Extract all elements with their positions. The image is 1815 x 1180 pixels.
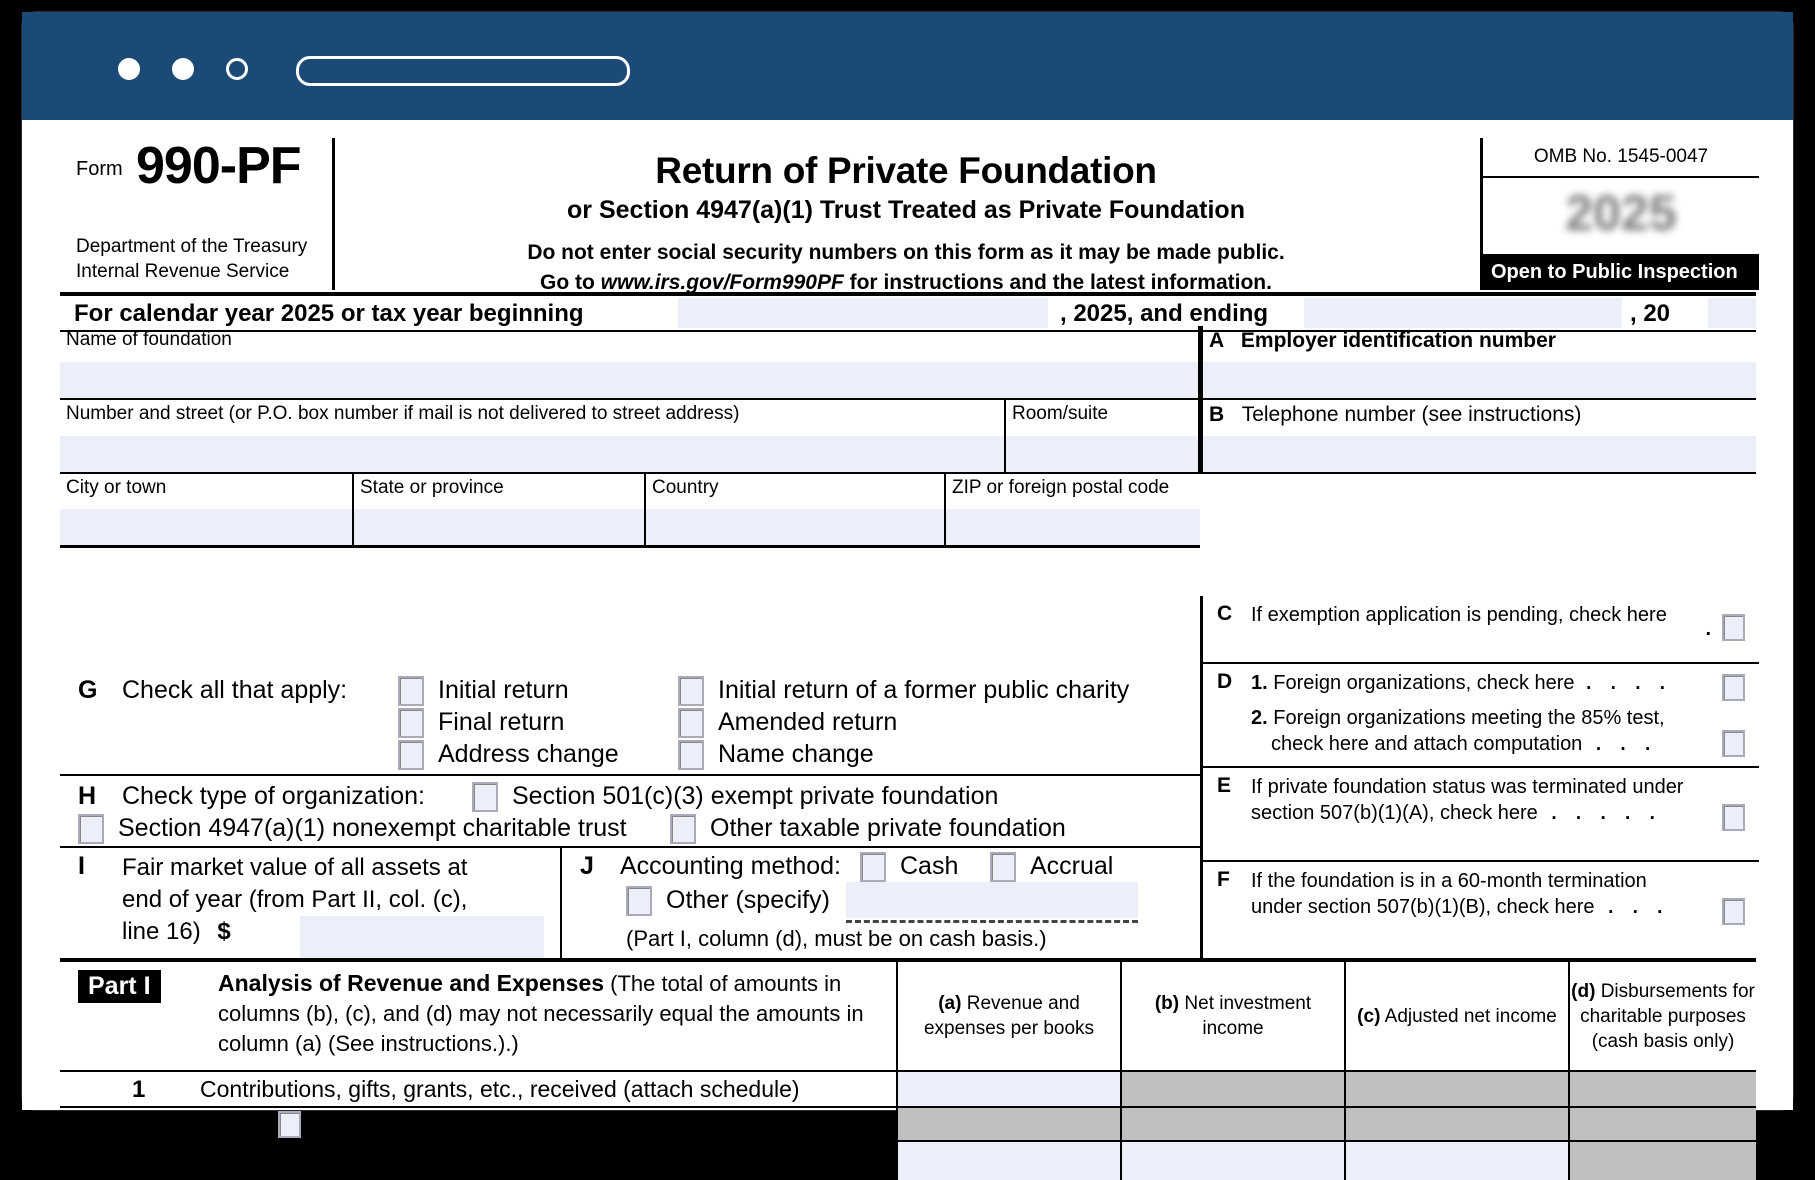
country-label: Country bbox=[652, 477, 719, 498]
label-other-taxable-foundation: Other taxable private foundation bbox=[710, 814, 1066, 842]
zip-label: ZIP or foreign postal code bbox=[952, 477, 1170, 498]
section-i-line3: line 16) bbox=[122, 918, 201, 945]
line-2-col-d-shaded bbox=[1568, 1108, 1756, 1140]
state-cell bbox=[354, 474, 646, 548]
tax-year-middle-label: , 2025, and ending bbox=[1060, 300, 1269, 327]
line-2-text-after: if the foundation is not required to attach Sch. B bbox=[312, 1113, 798, 1139]
part-1-analysis-of-revenue-and-expenses bbox=[60, 958, 1756, 1173]
row-d-item2-number: 2. bbox=[1251, 707, 1268, 729]
row-f-checkbox[interactable] bbox=[1722, 898, 1745, 925]
goto-suffix: for instructions and the latest information. bbox=[843, 271, 1272, 294]
line-3-text: Interest on savings and temporary cash investments bbox=[200, 1146, 732, 1172]
agency-block bbox=[76, 234, 307, 284]
form-subtitle: or Section 4947(a)(1) Trust Treated as Private Foundation bbox=[567, 196, 1245, 224]
row-d-item1-number: 1. bbox=[1251, 672, 1268, 694]
section-i-j-divider bbox=[560, 848, 562, 960]
department-line-1: Department of the Treasury bbox=[76, 236, 308, 257]
column-header-b bbox=[1120, 962, 1344, 1070]
row-d-item1-dots: . . . . bbox=[1586, 673, 1673, 694]
room-suite-cell bbox=[1006, 400, 1200, 474]
room-suite-input[interactable] bbox=[1006, 436, 1198, 472]
foundation-name-cell bbox=[60, 326, 1200, 400]
row-d-item2-checkbox[interactable] bbox=[1722, 730, 1745, 757]
row-d-item1-text: Foreign organizations, check here bbox=[1273, 672, 1575, 694]
part-1-heading: Analysis of Revenue and Expenses bbox=[218, 970, 605, 996]
form-word-label: Form bbox=[76, 158, 123, 180]
street-address-label: Number and street (or P.O. box number if mail is not delivered to street address) bbox=[66, 403, 740, 424]
state-label: State or province bbox=[360, 477, 504, 498]
checkbox-other-taxable-foundation[interactable] bbox=[670, 814, 696, 844]
tax-year-box bbox=[1483, 178, 1759, 254]
part-1-tag: Part I bbox=[78, 970, 161, 1003]
line-3-col-c-input[interactable] bbox=[1344, 1142, 1568, 1180]
tax-year-value: 2025 bbox=[1565, 185, 1677, 241]
row-c-exemption-pending bbox=[1203, 596, 1759, 664]
line-3-number: 3 bbox=[132, 1146, 146, 1173]
form-header bbox=[60, 137, 1756, 294]
goto-prefix: Go to bbox=[540, 271, 601, 294]
calendar-year-label: For calendar year 2025 or tax year beginning bbox=[74, 300, 584, 327]
section-h-prompt: Check type of organization: bbox=[122, 782, 425, 810]
checkbox-accounting-other[interactable] bbox=[626, 886, 652, 916]
line-1-col-c-shaded bbox=[1344, 1072, 1568, 1106]
address-bar[interactable] bbox=[296, 56, 630, 86]
column-a-key: (a) bbox=[938, 993, 962, 1014]
country-input[interactable] bbox=[646, 509, 944, 545]
section-g-prompt: Check all that apply: bbox=[122, 676, 348, 704]
section-i-dollar-sign: $ bbox=[217, 918, 231, 945]
label-accounting-cash: Cash bbox=[900, 852, 959, 880]
line-1-col-d-shaded bbox=[1568, 1072, 1756, 1106]
checkbox-final-return[interactable] bbox=[398, 708, 424, 738]
foundation-name-input[interactable] bbox=[60, 362, 1198, 398]
checkbox-accounting-cash[interactable] bbox=[860, 852, 886, 882]
checkbox-name-change[interactable] bbox=[678, 740, 704, 770]
period-end-input[interactable] bbox=[1304, 298, 1622, 328]
line-2-col-b-shaded bbox=[1120, 1108, 1344, 1140]
period-end-year-input[interactable] bbox=[1708, 298, 1756, 328]
department-line-2: Internal Revenue Service bbox=[76, 261, 290, 282]
row-c-letter: C bbox=[1217, 602, 1233, 625]
ein-input[interactable] bbox=[1203, 362, 1756, 398]
checkbox-initial-return-former-public-charity[interactable] bbox=[678, 676, 704, 706]
section-i-fmv-input[interactable] bbox=[300, 916, 544, 960]
form-990pf-page bbox=[22, 120, 1793, 1173]
accounting-other-underline bbox=[846, 920, 1138, 923]
line-2-text-before: Check bbox=[200, 1113, 266, 1139]
row-f-line1: If the foundation is in a 60-month termination bbox=[1251, 870, 1647, 892]
row-c-dots: . bbox=[1705, 618, 1711, 640]
row-d-item2-line1: Foreign organizations meeting the 85% test, bbox=[1273, 707, 1665, 729]
column-header-c bbox=[1344, 962, 1568, 1070]
label-accounting-accrual: Accrual bbox=[1030, 852, 1114, 880]
line-3-col-b-input[interactable] bbox=[1120, 1142, 1344, 1180]
row-e-line1: If private foundation status was terminated under bbox=[1251, 776, 1684, 798]
part1-line-2 bbox=[60, 1106, 1756, 1140]
form-identity-block bbox=[60, 138, 335, 290]
maximize-window-button[interactable] bbox=[226, 58, 248, 80]
section-j-note: (Part I, column (d), must be on cash basis.) bbox=[626, 926, 1047, 951]
row-e-line2: section 507(b)(1)(A), check here bbox=[1251, 802, 1538, 824]
checkbox-initial-return[interactable] bbox=[398, 676, 424, 706]
line-3-col-d-shaded bbox=[1568, 1142, 1756, 1180]
row-d-item1-checkbox[interactable] bbox=[1722, 674, 1745, 701]
checkbox-accounting-accrual[interactable] bbox=[990, 852, 1016, 882]
column-b-label: Net investment income bbox=[1184, 993, 1312, 1039]
accounting-other-input[interactable] bbox=[846, 882, 1138, 918]
telephone-label: Telephone number (see instructions) bbox=[1241, 403, 1582, 426]
label-final-return: Final return bbox=[438, 708, 565, 736]
section-i-letter: I bbox=[78, 852, 85, 880]
line-1-col-a-input[interactable] bbox=[896, 1072, 1120, 1106]
row-f-line2: under section 507(b)(1)(B), check here bbox=[1251, 896, 1595, 918]
ein-label: Employer identification number bbox=[1240, 329, 1556, 352]
column-a-label: Revenue and expenses per books bbox=[923, 993, 1095, 1039]
part1-line-3 bbox=[60, 1140, 1756, 1180]
form-number: 990-PF bbox=[136, 137, 301, 195]
row-c-text: If exemption application is pending, check here bbox=[1251, 604, 1667, 626]
section-h-letter: H bbox=[78, 782, 97, 810]
line-2-col-c-shaded bbox=[1344, 1108, 1568, 1140]
line-2-checkbox[interactable] bbox=[278, 1111, 301, 1138]
section-h-organization-type bbox=[60, 774, 1200, 848]
row-f-sixty-month-termination bbox=[1203, 862, 1759, 956]
zip-input[interactable] bbox=[946, 509, 1200, 545]
period-begin-input[interactable] bbox=[678, 298, 1048, 328]
label-address-change: Address change bbox=[438, 740, 619, 768]
checkbox-4947a1-trust[interactable] bbox=[78, 814, 104, 844]
zip-cell bbox=[946, 474, 1200, 548]
checkbox-501c3-exempt[interactable] bbox=[472, 782, 498, 812]
street-address-input[interactable] bbox=[60, 436, 1004, 472]
row-d-foreign-organizations bbox=[1203, 664, 1759, 768]
column-b-key: (b) bbox=[1154, 993, 1180, 1014]
column-header-d bbox=[1568, 962, 1756, 1070]
ssn-notice: Do not enter social security numbers on this form as it may be made public. bbox=[527, 241, 1285, 264]
state-input[interactable] bbox=[354, 509, 644, 545]
right-checkbox-column bbox=[1200, 596, 1759, 958]
line-2-number: 2 bbox=[132, 1111, 146, 1138]
section-i-line1: Fair market value of all assets at bbox=[122, 854, 468, 881]
form-title-block bbox=[332, 138, 1480, 295]
column-c-key: (c) bbox=[1357, 1005, 1381, 1027]
label-name-change: Name change bbox=[718, 740, 874, 768]
line-1-col-b-shaded bbox=[1120, 1072, 1344, 1106]
section-j-prompt: Accounting method: bbox=[620, 852, 841, 880]
omb-number: OMB No. 1545-0047 bbox=[1483, 138, 1759, 178]
country-cell bbox=[646, 474, 946, 548]
column-header-a bbox=[896, 962, 1120, 1070]
section-i-line2: end of year (from Part II, col. (c), bbox=[122, 886, 468, 913]
street-address-cell bbox=[60, 400, 1006, 474]
column-d-key: (d) bbox=[1571, 980, 1596, 1002]
line-2-col-a-shaded bbox=[896, 1108, 1120, 1140]
section-g-check-all-that-apply bbox=[60, 674, 1200, 774]
part1-line-1 bbox=[60, 1070, 1756, 1106]
browser-titlebar bbox=[22, 12, 1793, 120]
row-d-item2-dots: . . . bbox=[1595, 734, 1658, 755]
label-4947a1-trust: Section 4947(a)(1) nonexempt charitable trust bbox=[118, 814, 627, 842]
open-to-public-badge: Open to Public Inspection bbox=[1483, 254, 1759, 290]
city-input[interactable] bbox=[60, 509, 352, 545]
column-d-label: Disbursements for charitable purposes (cash basis only) bbox=[1580, 980, 1755, 1052]
label-accounting-other: Other (specify) bbox=[666, 886, 830, 914]
section-j-letter: J bbox=[580, 852, 594, 880]
line-1-text: Contributions, gifts, grants, etc., received (attach schedule) bbox=[200, 1076, 800, 1102]
telephone-input[interactable] bbox=[1203, 436, 1756, 472]
line-3-col-a-input[interactable] bbox=[896, 1142, 1120, 1180]
row-e-checkbox[interactable] bbox=[1722, 804, 1745, 831]
foundation-name-label: Name of foundation bbox=[66, 329, 232, 350]
omb-block bbox=[1480, 138, 1759, 290]
minimize-window-button[interactable] bbox=[172, 58, 194, 80]
ein-letter: A bbox=[1209, 329, 1224, 352]
checkbox-amended-return[interactable] bbox=[678, 708, 704, 738]
line-1-number: 1 bbox=[132, 1076, 146, 1103]
part-1-heading-block bbox=[218, 968, 898, 1059]
row-c-checkbox[interactable] bbox=[1722, 614, 1745, 641]
part-1-description: (The total of amounts in columns (b), (c), and (d) may not necessarily equal the amounts in column (a) (See instructions.).) bbox=[218, 971, 864, 1056]
telephone-letter: B bbox=[1209, 403, 1225, 426]
section-g-letter: G bbox=[78, 676, 98, 704]
label-initial-return: Initial return bbox=[438, 676, 569, 704]
label-amended-return: Amended return bbox=[718, 708, 898, 736]
irs-url-link[interactable]: www.irs.gov/Form990PF bbox=[600, 271, 844, 294]
ein-cell bbox=[1200, 326, 1756, 400]
form-title: Return of Private Foundation bbox=[655, 150, 1157, 191]
row-e-letter: E bbox=[1217, 774, 1232, 797]
close-window-button[interactable] bbox=[118, 58, 140, 80]
telephone-cell bbox=[1200, 400, 1756, 474]
tax-year-right-label: , 20 bbox=[1630, 300, 1671, 327]
column-c-label: Adjusted net income bbox=[1384, 1005, 1557, 1027]
row-d-item2-line2: check here and attach computation bbox=[1271, 733, 1583, 755]
label-initial-return-former-public-charity: Initial return of a former public charity bbox=[718, 676, 1130, 704]
city-label: City or town bbox=[66, 477, 167, 498]
browser-window bbox=[22, 12, 1793, 1173]
section-i-j-block bbox=[60, 846, 1200, 960]
row-e-dots: . . . . . bbox=[1551, 803, 1662, 824]
row-f-dots: . . . bbox=[1608, 897, 1670, 918]
row-e-status-terminated bbox=[1203, 768, 1759, 862]
city-cell bbox=[60, 474, 354, 548]
checkbox-address-change[interactable] bbox=[398, 740, 424, 770]
room-suite-label: Room/suite bbox=[1012, 403, 1109, 424]
label-501c3-exempt: Section 501(c)(3) exempt private foundation bbox=[512, 782, 999, 810]
row-f-letter: F bbox=[1217, 868, 1230, 891]
row-d-letter: D bbox=[1217, 670, 1233, 693]
